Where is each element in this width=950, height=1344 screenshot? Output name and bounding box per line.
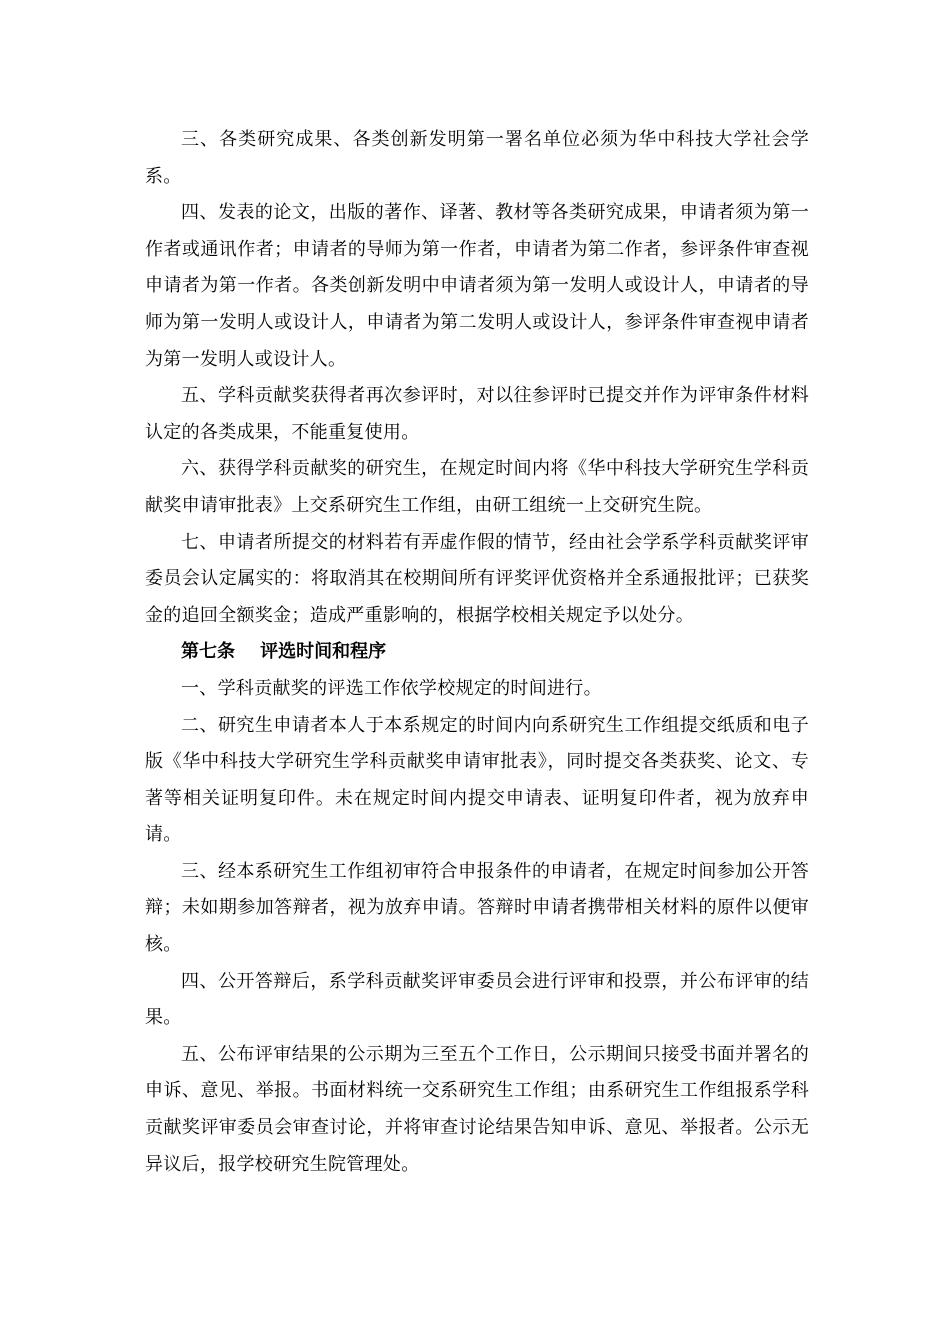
procedure-step-3: 三、经本系研究生工作组初审符合申报条件的申请者，在规定时间参加公开答辩；未如期参加答辩者，视为放弃申请。答辩时申请者携带相关材料的原件以便审核。: [145, 860, 809, 956]
paragraph-clause-7: 七、申请者所提交的材料若有弄虚作假的情节，经由社会学系学科贡献奖评审委员会认定属实的：将取消其在校期间所有评奖评优资格并全系通报批评；已获奖金的追回全额奖金；造成严重影响的，根据学校相关规定予以处分。: [145, 531, 809, 626]
paragraph-clause-3: 三、各类研究成果、各类创新发明第一署名单位必须为华中科技大学社会学系。: [145, 129, 809, 187]
procedure-step-5: 五、公布评审结果的公示期为三至五个工作日，公示期间只接受书面并署名的申诉、意见、举报。书面材料统一交系研究生工作组；由系研究生工作组报系学科贡献奖评审委员会审查讨论，并将审查讨论结果告知申诉、意见、举报者。公示无异议后，报学校研究生院管理处。: [145, 1043, 809, 1175]
paragraph-clause-4: 四、发表的论文，出版的著作、译著、教材等各类研究成果，申请者须为第一作者或通讯作者；申请者的导师为第一作者，申请者为第二作者，参评条件审查视申请者为第一作者。各类创新发明中申请者须为第一发明人或设计人，申请者的导师为第一发明人或设计人，申请者为第二发明人或设计人，参评条件审查视申请者为第一发明人或设计人。: [145, 202, 809, 370]
procedure-step-4: 四、公开答辩后，系学科贡献奖评审委员会进行评审和投票，并公布评审的结果。: [145, 970, 809, 1029]
procedure-step-2: 二、研究生申请者本人于本系规定的时间内向系研究生工作组提交纸质和电子版《华中科技大学研究生学科贡献奖申请审批表》，同时提交各类获奖、论文、专著等相关证明复印件。未在规定时间内提交申请表、证明复印件者，视为放弃申请。: [145, 714, 809, 846]
procedure-step-1: 一、学科贡献奖的评选工作依学校规定的时间进行。: [181, 677, 602, 699]
paragraph-clause-5: 五、学科贡献奖获得者再次参评时，对以往参评时已提交并作为评审条件材料认定的各类成果，不能重复使用。: [145, 385, 809, 443]
document-body: [145, 122, 809, 1183]
paragraph-clause-6: 六、获得学科贡献奖的研究生，在规定时间内将《华中科技大学研究生学科贡献奖申请审批表》上交系研究生工作组，由研工组统一上交研究生院。: [145, 458, 809, 516]
article-7-heading: 第七条 评选时间和程序: [181, 641, 387, 663]
